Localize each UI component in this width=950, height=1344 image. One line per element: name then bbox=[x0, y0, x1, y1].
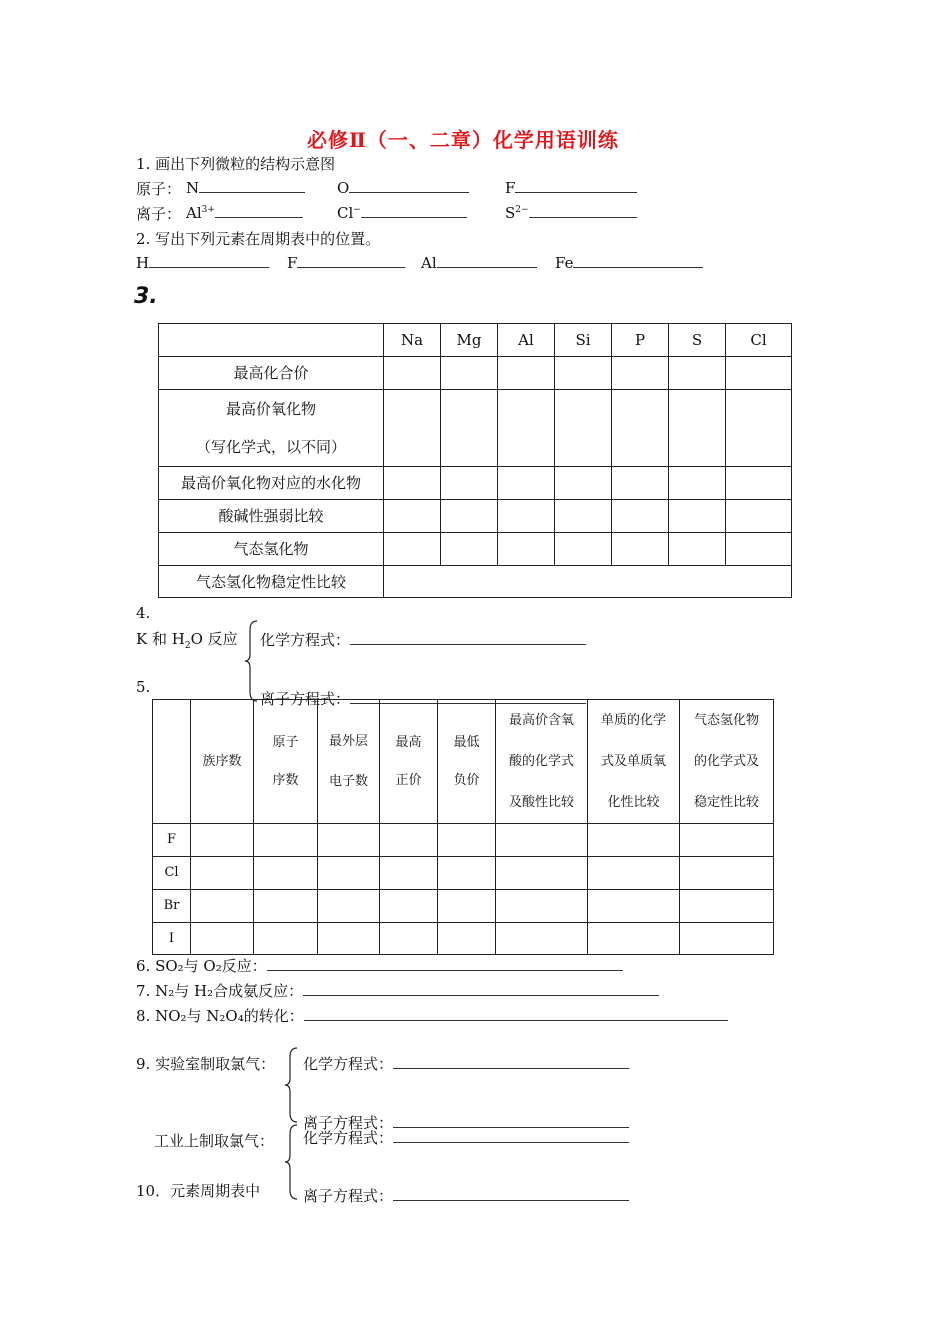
answer-cell[interactable] bbox=[588, 890, 680, 923]
answer-cell[interactable] bbox=[555, 390, 612, 467]
q7[interactable]: 7. N₂与 H₂合成氨反应： bbox=[136, 980, 659, 1001]
q4-ion-eq[interactable]: 离子方程式： bbox=[260, 688, 586, 709]
row-label: 最高化合价 bbox=[159, 357, 384, 390]
ions-label: 离子： bbox=[136, 205, 182, 223]
row-label: I bbox=[153, 923, 191, 955]
table-cell bbox=[159, 324, 384, 357]
answer-cell[interactable] bbox=[588, 857, 680, 890]
header-group: 族序数 bbox=[191, 700, 254, 824]
q1-atoms-row bbox=[136, 178, 181, 199]
row-label: Cl bbox=[153, 857, 191, 890]
table-row bbox=[153, 890, 774, 923]
answer-cell[interactable] bbox=[680, 890, 774, 923]
answer-cell[interactable] bbox=[438, 890, 496, 923]
answer-cell[interactable] bbox=[498, 533, 555, 566]
table-row bbox=[159, 566, 792, 598]
col-al: Al bbox=[498, 324, 555, 357]
row-label: 气态氢化物稳定性比较 bbox=[159, 566, 384, 598]
row-label: 酸碱性强弱比较 bbox=[159, 500, 384, 533]
atom-o[interactable]: O bbox=[337, 178, 469, 197]
table-header-row bbox=[159, 324, 792, 357]
answer-cell[interactable] bbox=[380, 890, 438, 923]
brace-icon bbox=[244, 620, 260, 702]
header-atomic-number: 原子 序数 bbox=[254, 700, 318, 824]
header-min-valence: 最低 负价 bbox=[438, 700, 496, 824]
answer-cell[interactable] bbox=[318, 857, 380, 890]
q5-number: 5. bbox=[136, 678, 151, 696]
q4-chem-eq[interactable]: 化学方程式： bbox=[260, 629, 586, 650]
table-row bbox=[153, 824, 774, 857]
answer-cell[interactable] bbox=[726, 533, 792, 566]
answer-cell[interactable] bbox=[680, 923, 774, 955]
answer-cell[interactable] bbox=[669, 467, 726, 500]
q2-prompt: 2. 写出下列元素在周期表中的位置。 bbox=[136, 230, 381, 248]
brace-icon bbox=[284, 1124, 300, 1200]
answer-cell[interactable] bbox=[726, 357, 792, 390]
answer-cell[interactable] bbox=[496, 890, 588, 923]
answer-cell[interactable] bbox=[498, 357, 555, 390]
ion-cl[interactable]: Cl− bbox=[337, 203, 467, 222]
answer-cell[interactable] bbox=[669, 533, 726, 566]
answer-cell[interactable] bbox=[384, 500, 441, 533]
q6[interactable]: 6. SO₂与 O₂反应： bbox=[136, 955, 623, 976]
q9-industry-ion-eq[interactable]: 离子方程式： bbox=[303, 1185, 629, 1206]
header-outer-electrons: 最外层 电子数 bbox=[318, 700, 380, 824]
answer-cell[interactable] bbox=[380, 857, 438, 890]
col-si: Si bbox=[555, 324, 612, 357]
col-mg: Mg bbox=[441, 324, 498, 357]
answer-cell[interactable] bbox=[441, 533, 498, 566]
q4-reaction: K 和 $H_2O$ 反应 bbox=[136, 630, 238, 651]
answer-cell[interactable] bbox=[496, 824, 588, 857]
elem-h[interactable]: H bbox=[136, 253, 269, 272]
table-row bbox=[153, 857, 774, 890]
header-hydride: 气态氢化物 的化学式及 稳定性比较 bbox=[680, 700, 774, 824]
table-header-row bbox=[153, 700, 774, 824]
answer-cell[interactable] bbox=[191, 923, 254, 955]
answer-cell[interactable] bbox=[612, 500, 669, 533]
answer-cell[interactable] bbox=[498, 500, 555, 533]
q9-lab: 9. 实验室制取氯气： bbox=[136, 1055, 276, 1073]
answer-cell[interactable] bbox=[496, 857, 588, 890]
halogen-table bbox=[152, 699, 774, 955]
atom-n[interactable]: N bbox=[186, 178, 305, 197]
answer-cell[interactable] bbox=[191, 890, 254, 923]
answer-cell[interactable] bbox=[438, 824, 496, 857]
answer-cell[interactable] bbox=[726, 500, 792, 533]
answer-cell[interactable] bbox=[612, 467, 669, 500]
answer-cell[interactable] bbox=[555, 533, 612, 566]
ion-al[interactable]: $Al^{3+}$ bbox=[186, 203, 303, 222]
answer-cell[interactable] bbox=[669, 390, 726, 467]
col-cl: Cl bbox=[726, 324, 792, 357]
row-label: 气态氢化物 bbox=[159, 533, 384, 566]
answer-cell[interactable] bbox=[680, 824, 774, 857]
answer-cell[interactable] bbox=[191, 857, 254, 890]
answer-cell[interactable] bbox=[384, 357, 441, 390]
answer-cell[interactable] bbox=[726, 390, 792, 467]
answer-cell[interactable] bbox=[254, 890, 318, 923]
answer-cell[interactable] bbox=[555, 467, 612, 500]
elem-f[interactable]: F bbox=[287, 253, 405, 272]
answer-cell[interactable] bbox=[380, 923, 438, 955]
answer-cell[interactable] bbox=[384, 533, 441, 566]
answer-cell[interactable] bbox=[726, 467, 792, 500]
ion-s[interactable]: $S^{2-}$ bbox=[505, 203, 637, 222]
row-label: Br bbox=[153, 890, 191, 923]
header-element: 单质的化学 式及单质氧 化性比较 bbox=[588, 700, 680, 824]
answer-cell[interactable] bbox=[384, 390, 441, 467]
answer-cell-wide[interactable] bbox=[384, 566, 792, 598]
q9-lab-chem-eq[interactable]: 化学方程式： bbox=[303, 1053, 629, 1074]
q3-number: 3. bbox=[134, 284, 158, 309]
answer-cell[interactable] bbox=[680, 857, 774, 890]
answer-cell[interactable] bbox=[441, 467, 498, 500]
answer-cell[interactable] bbox=[555, 357, 612, 390]
q10: 10．元素周期表中 bbox=[136, 1182, 261, 1200]
answer-cell[interactable] bbox=[191, 824, 254, 857]
answer-cell[interactable] bbox=[441, 500, 498, 533]
table-row bbox=[159, 533, 792, 566]
answer-cell[interactable] bbox=[498, 390, 555, 467]
header-oxyacid: 最高价含氧 酸的化学式 及酸性比较 bbox=[496, 700, 588, 824]
answer-cell[interactable] bbox=[588, 923, 680, 955]
q4-number: 4. bbox=[136, 604, 151, 622]
answer-cell[interactable] bbox=[441, 357, 498, 390]
atoms-label: 原子： bbox=[136, 180, 182, 198]
answer-cell[interactable] bbox=[669, 500, 726, 533]
table-row bbox=[153, 923, 774, 955]
col-s: S bbox=[669, 324, 726, 357]
answer-cell[interactable] bbox=[555, 500, 612, 533]
elem-al[interactable]: Al bbox=[421, 253, 537, 272]
answer-cell[interactable] bbox=[380, 824, 438, 857]
answer-cell[interactable] bbox=[588, 824, 680, 857]
row-label: F bbox=[153, 824, 191, 857]
q9-industry-chem-eq[interactable]: 化学方程式： bbox=[303, 1127, 629, 1148]
answer-cell[interactable] bbox=[612, 357, 669, 390]
row-label: 最高价氧化物 （写化学式，以不同） bbox=[159, 390, 384, 467]
header-max-valence: 最高 正价 bbox=[380, 700, 438, 824]
answer-cell[interactable] bbox=[384, 467, 441, 500]
brace-icon bbox=[284, 1047, 300, 1123]
q8[interactable]: 8. NO₂与 N₂O₄的转化： bbox=[136, 1005, 728, 1026]
answer-cell[interactable] bbox=[612, 533, 669, 566]
row-label: 最高价氧化物对应的水化物 bbox=[159, 467, 384, 500]
table-row bbox=[159, 357, 792, 390]
answer-cell[interactable] bbox=[254, 824, 318, 857]
answer-cell[interactable] bbox=[498, 467, 555, 500]
page-title: 必修Ⅱ（一、二章）化学用语训练 bbox=[307, 128, 619, 152]
q9-industry: 工业上制取氯气： bbox=[154, 1132, 275, 1150]
answer-cell[interactable] bbox=[318, 923, 380, 955]
table-cell bbox=[153, 700, 191, 824]
col-na: Na bbox=[384, 324, 441, 357]
elem-fe[interactable]: Fe bbox=[555, 253, 703, 272]
answer-cell[interactable] bbox=[441, 390, 498, 467]
table-row bbox=[159, 500, 792, 533]
answer-cell[interactable] bbox=[438, 923, 496, 955]
answer-cell[interactable] bbox=[254, 857, 318, 890]
answer-cell[interactable] bbox=[254, 923, 318, 955]
col-p: P bbox=[612, 324, 669, 357]
table-row bbox=[159, 467, 792, 500]
answer-cell[interactable] bbox=[318, 824, 380, 857]
answer-cell[interactable] bbox=[612, 390, 669, 467]
answer-cell[interactable] bbox=[669, 357, 726, 390]
q1-ions-row bbox=[136, 203, 181, 224]
period3-table bbox=[158, 323, 792, 598]
answer-cell[interactable] bbox=[438, 857, 496, 890]
atom-f[interactable]: F bbox=[505, 178, 637, 197]
q9-lab-ion-eq[interactable]: 离子方程式： bbox=[303, 1112, 629, 1133]
q1-prompt: 1. 画出下列微粒的结构示意图 bbox=[136, 155, 336, 173]
answer-cell[interactable] bbox=[318, 890, 380, 923]
answer-cell[interactable] bbox=[496, 923, 588, 955]
table-row bbox=[159, 390, 792, 467]
